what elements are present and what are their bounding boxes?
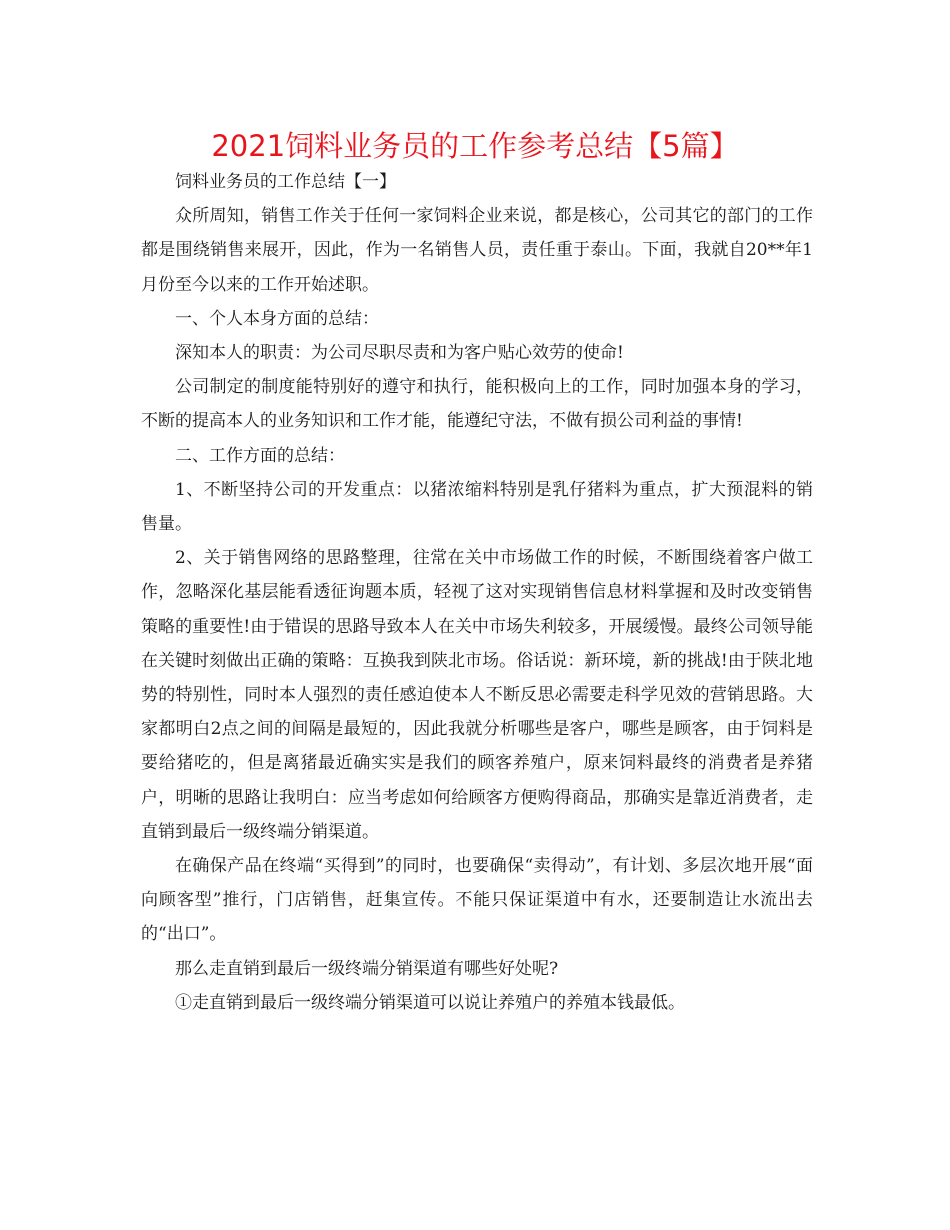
body-paragraph: 众所周知，销售工作关于任何一家饲料企业来说，都是核心，公司其它的部门的工作都是围绕销售来展开，因此，作为一名销售人员，责任重于泰山。下面，我就自20**年1月份至今以来的工作开始述职。 xyxy=(141,206,813,295)
document-title: 2021饲料业务员的工作参考总结【5篇】 xyxy=(211,129,739,163)
body-paragraph: 1、不断坚持公司的开发重点：以猪浓缩料特别是乳仔猪料为重点，扩大预混料的销售量。 xyxy=(141,479,813,535)
subheading: 二、工作方面的总结： xyxy=(175,445,345,466)
body-paragraph: 2、关于销售网络的思路整理，往常在关中市场做工作的时候，不断围绕着客户做工作，忽略深化基层能看透征询题本质，轻视了这对实现销售信息材料掌握和及时改变销售策略的重要性!由于错误的思路导致本人在关中市场失利较多，开展缓慢。最终公司领导能在关键时刻做出正确的策略：互换我到陕北市场。俗话说：新环境，新的挑战!由于陕北地势的特别性，同时本人强烈的责任感迫使本人不断反思必需要走科学见效的营销思路。大家都明白2点之间的间隔是最短的，因此我就分析哪些是客户，哪些是顾客，由于饲料是要给猪吃的，但是离猪最近确实实是我们的顾客养殖户，原来饲料最终的消费者是养猪户，明晰的思路让我明白：应当考虑如何给顾客方便购得商品，那确实是靠近消费者，走直销到最后一级终端分销渠道。 xyxy=(141,548,813,842)
body-paragraph: 在确保产品在终端“买得到”的同时，也要确保“卖得动”，有计划、多层次地开展“面向顾客型”推行，门店销售，赶集宣传。不能只保证渠道中有水，还要制造让水流出去的“出口”。 xyxy=(141,856,813,945)
document-body xyxy=(141,165,813,1020)
subheading: 一、个人本身方面的总结： xyxy=(175,308,379,329)
section-heading: 饲料业务员的工作总结【一】 xyxy=(175,172,396,192)
body-paragraph: 深知本人的职责：为公司尽职尽责和为客户贴心效劳的使命! xyxy=(175,343,624,364)
body-paragraph: ①走直销到最后一级终端分销渠道可以说让养殖户的养殖本钱最低。 xyxy=(175,992,685,1013)
body-paragraph: 公司制定的制度能特别好的遵守和执行，能积极向上的工作，同时加强本身的学习，不断的提高本人的业务知识和工作才能，能遵纪守法，不做有损公司利益的事情! xyxy=(141,377,813,432)
body-paragraph: 那么走直销到最后一级终端分销渠道有哪些好处呢? xyxy=(175,958,559,979)
